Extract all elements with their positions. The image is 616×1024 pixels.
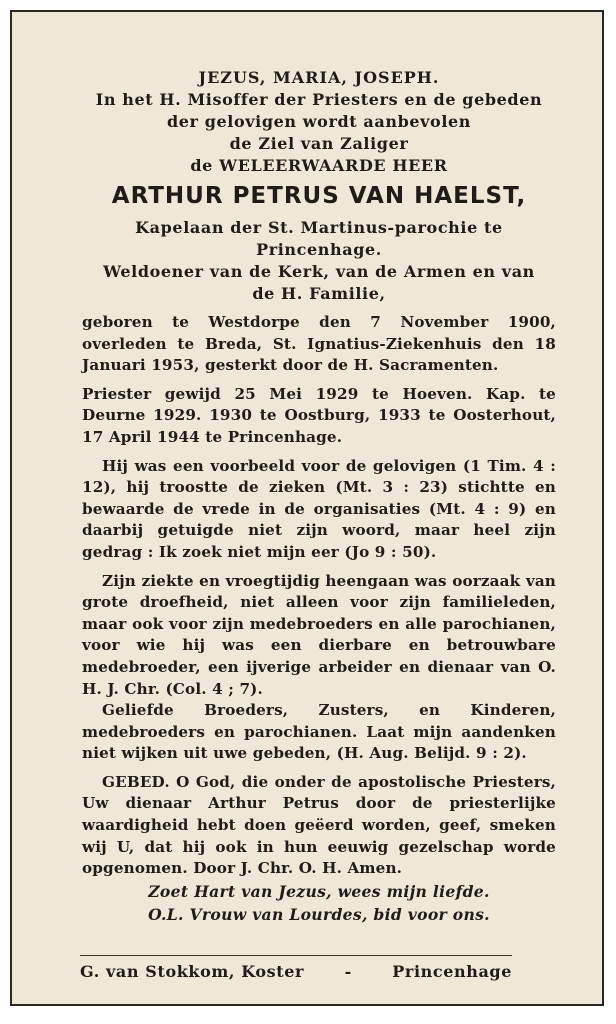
benefactor-line-1: Weldoener van de Kerk, van de Armen en van [103,262,535,281]
benefactor-line-2: de H. Familie, [252,284,386,303]
printer-footer [80,962,512,981]
career-paragraph: Priester gewijd 25 Mei 1929 te Hoeven. Kap. te Deurne 1929. 1930 te Oostburg, 1933 te Oosterhout, 17 April 1944 te Princenhage. [82,384,556,446]
role-line-2: Princenhage. [256,240,382,259]
appeal-paragraph: Geliefde Broeders, Zusters, en Kinderen, medebroeders en parochianen. Laat mijn aandenken niet wijken uit uwe gebeden, (H. Aug. Belijd. 9 : 2). [82,701,556,763]
intro-line-1: In het H. Misoffer der Priesters en de gebeden [95,90,543,109]
memorial-card [10,10,604,1006]
title-line: de WELEERWAARDE HEER [190,156,448,175]
card-content [82,60,556,926]
role-line-1: Kapelaan der St. Martinus-parochie te [135,218,503,237]
example-paragraph: Hij was een voorbeeld voor de gelovigen (1 Tim. 4 : 12), hij troostte de zieken (Mt. 3 : 23) stichtte en bewaarde de vrede in de organisaties (Mt. 4 : 9) en daarbij getuigde niet zijn woord, maar heel zijn gedrag : Ik zoek niet mijn eer (Jo 9 : 50). [82,456,556,561]
intro-line-3: de Ziel van Zaliger [229,134,409,153]
birth-death-paragraph: geboren te Westdorpe den 7 November 1900, overleden te Breda, St. Ignatius-Ziekenhuis den 18 Januari 1953, gesterkt door de H. Sacramenten. [82,313,556,375]
invocation: JEZUS, MARIA, JOSEPH. [198,68,440,87]
ejaculation-1: Zoet Hart van Jezus, wees mijn liefde. [148,881,490,901]
ejaculation-2: O.L. Vrouw van Lourdes, bid voor ons. [148,904,490,924]
footer-separator: - [344,962,352,981]
footer-divider [80,955,512,956]
deceased-name: ARTHUR PETRUS VAN HAELST, [111,183,527,209]
illness-paragraph: Zijn ziekte en vroegtijdig heengaan was oorzaak van grote droefheid, niet alleen voor zijn familieleden, maar ook voor zijn medebroeders en alle parochianen, voor wie hij was een dierbare en betrouwbare medebroeder, een ijverige arbeider en dienaar van O. H. J. Chr. (Col. 4 ; 7). [82,571,556,698]
printer-name: G. van Stokkom, Koster [80,962,305,981]
intro-line-2: der gelovigen wordt aanbevolen [166,112,472,131]
prayer-paragraph: GEBED. O God, die onder de apostolische Priesters, Uw dienaar Arthur Petrus door de priesterlijke waardigheid hebt doen geëerd worden, geef, smeken wij U, dat hij ook in hun eeuwig gezelschap worde opgenomen. Door J. Chr. O. H. Amen. [82,772,556,878]
printer-place: Princenhage [392,962,512,981]
